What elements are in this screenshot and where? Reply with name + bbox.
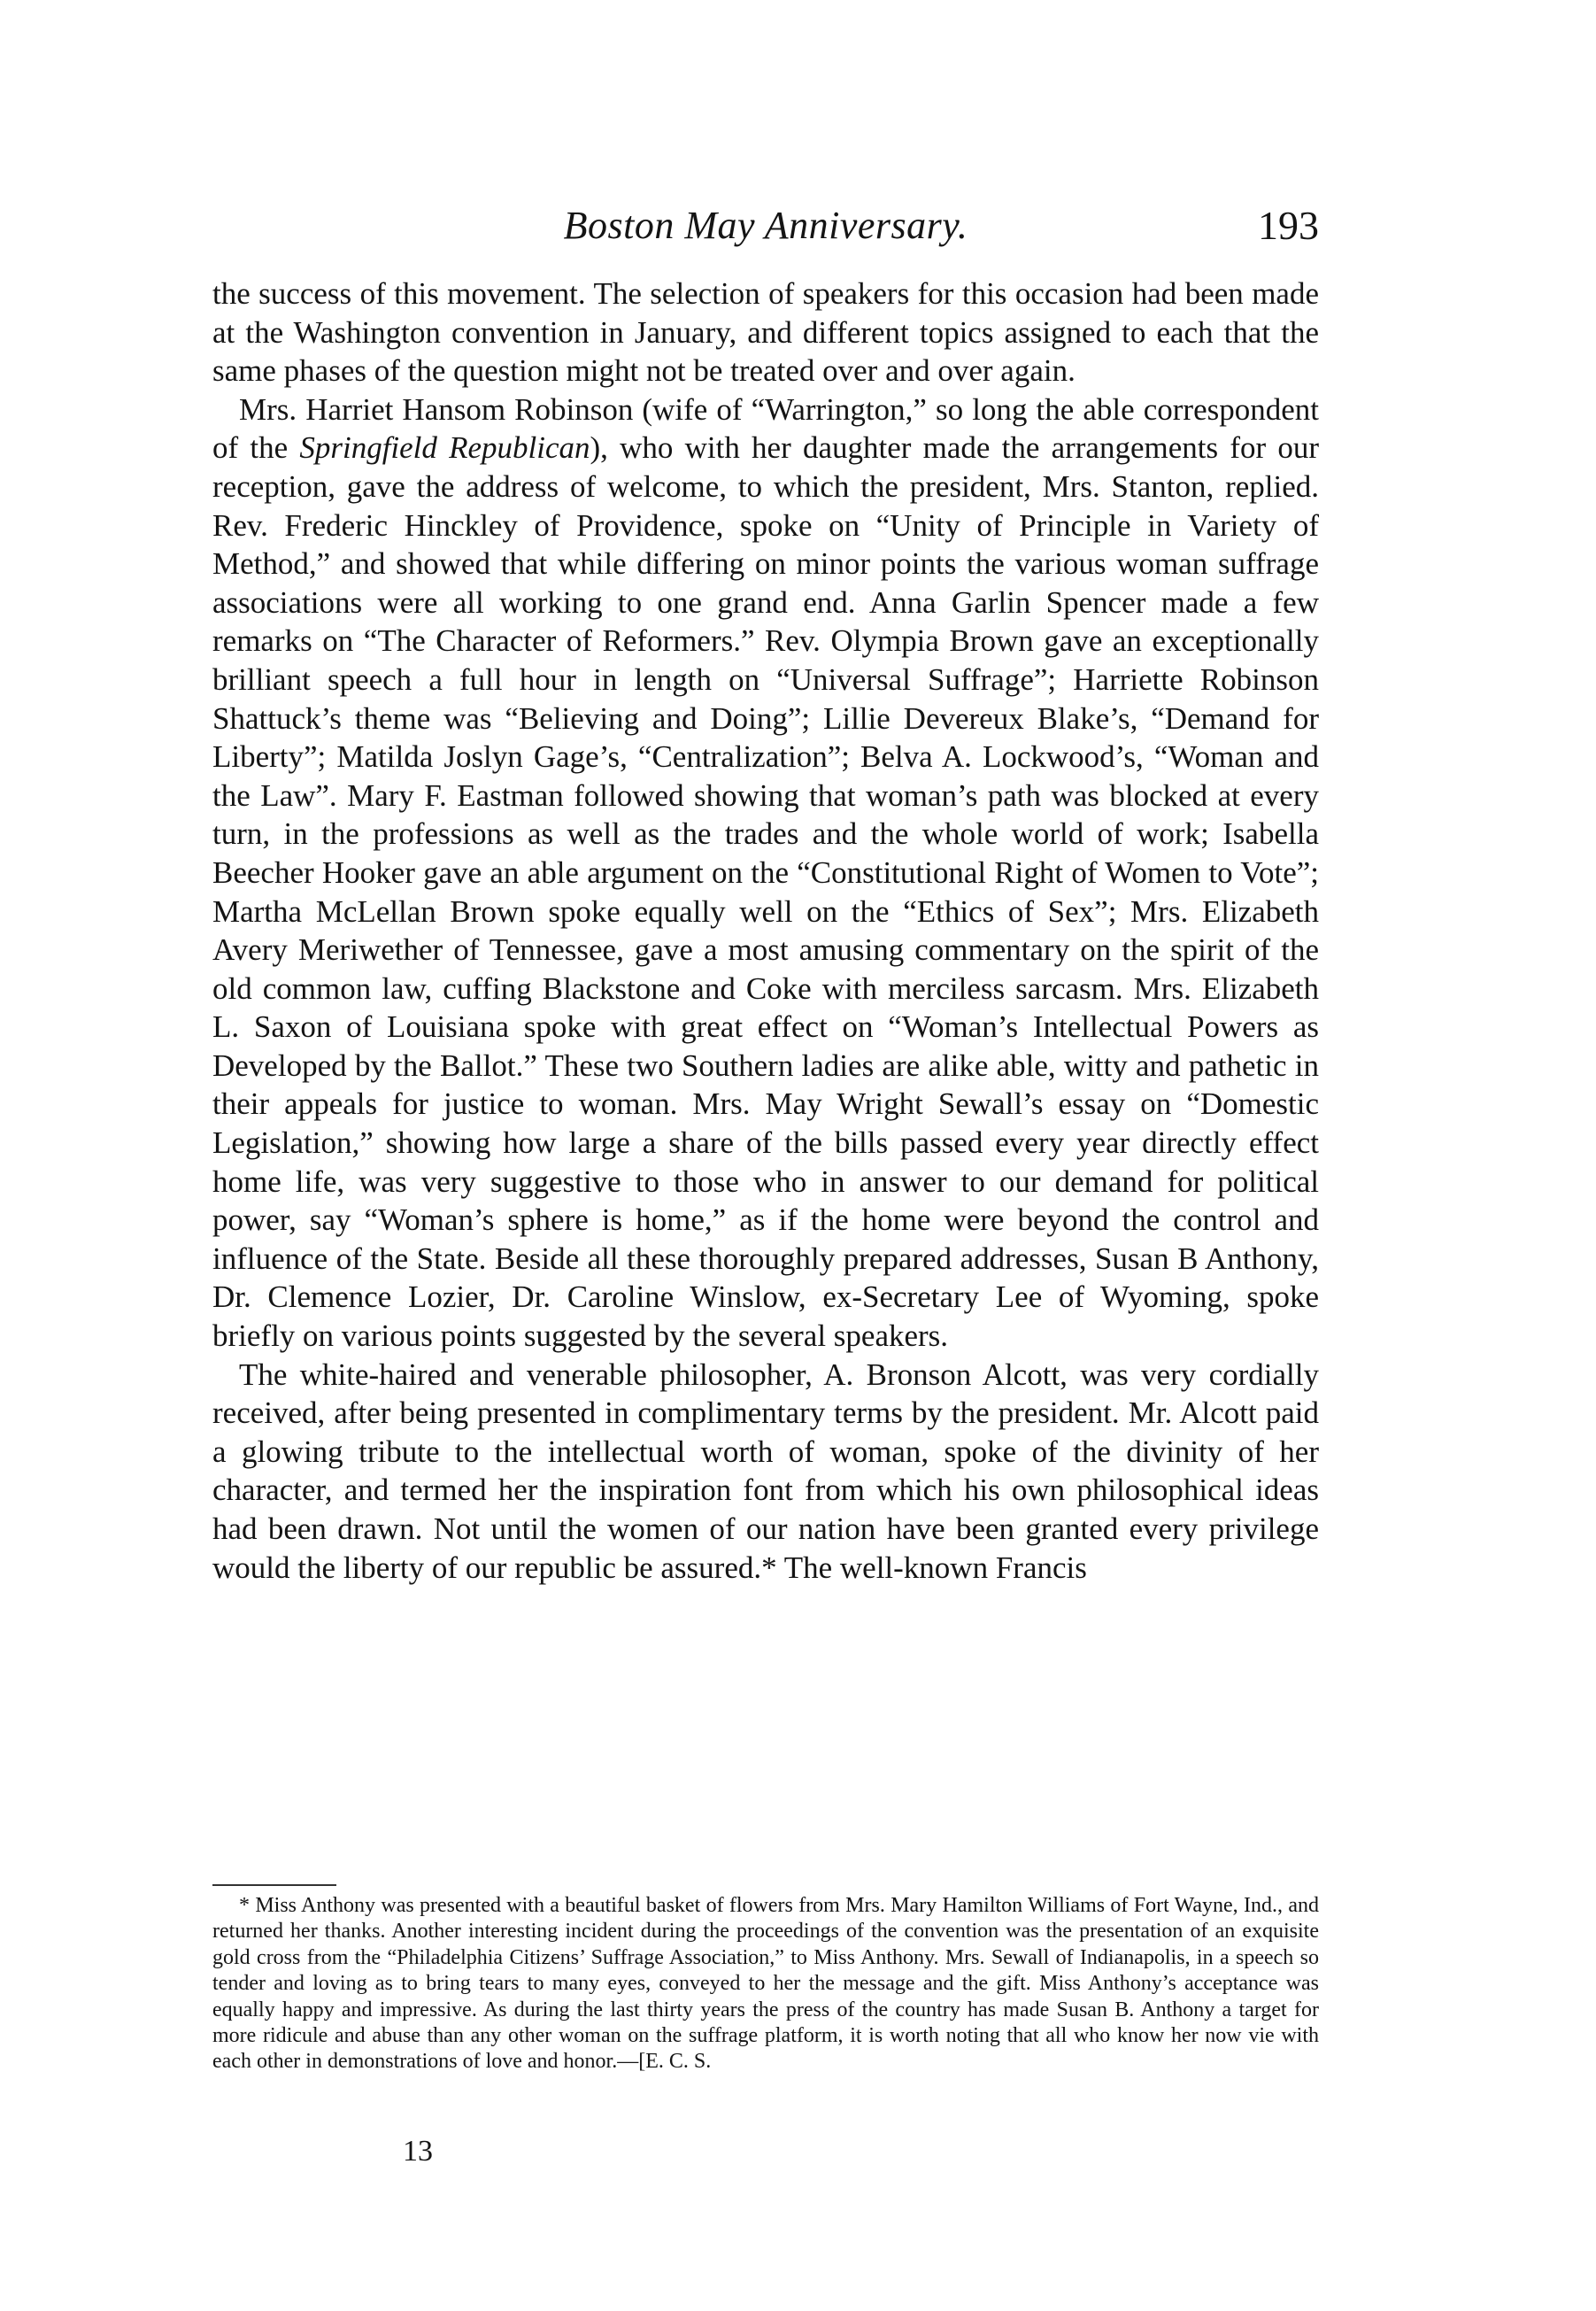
- footnote: * Miss Anthony was presented with a beautiful basket of flowers from Mrs. Mary Hamilton Williams of Fort Wayne, Ind., and returned her thanks. Another interesting incident during the proceedings of the convention was the presentation of an exquisite gold cross from the “Philadelphia Citizens’ Suffrage Association,” to Miss Anthony. Mrs. Sewall of Indianapolis, in a speech so tender and loving as to bring tears to many eyes, conveyed to her the message and the gift. Miss Anthony’s acceptance was equally happy and impressive. As during the last thirty years the press of the country has made Susan B. Anthony a target for more ridicule and abuse than any other woman on the suffrage platform, it is worth noting that all who know her now vie with each other in demonstrations of love and honor.—[E. C. S.: [212, 1894, 1319, 2074]
- paragraph-2-part-2: ), who with her daughter made the arrangements for our reception, gave the address of welcome, to which the president, Mrs. Stanton, replied. Rev. Frederic Hinckley of Providence, spoke on “Unity of Principle in Variety of Method,” and showed that while differing on minor points the various woman suffrage associations were all working to one grand end. Anna Garlin Spencer made a few remarks on “The Character of Reformers.” Rev. Olympia Brown gave an exceptionally brilliant speech a full hour in length on “Universal Suffrage”; Harriette Robinson Shattuck’s theme was “Believing and Doing”; Lillie Devereux Blake’s, “Demand for Liberty”; Matilda Joslyn Gage’s, “Centralization”; Belva A. Lockwood’s, “Woman and the Law”. Mary F. Eastman followed showing that woman’s path was blocked at every turn, in the professions as well as the trades and the whole world of work; Isabella Beecher Hooker gave an able argument on the “Constitutional Right of Women to Vote”; Martha McLellan Brown spoke equally well on the “Ethics of Sex”; Mrs. Elizabeth Avery Meriwether of Tennessee, gave a most amusing commentary on the spirit of the old common law, cuffing Blackstone and Coke with merciless sarcasm. Mrs. Elizabeth L. Saxon of Louisiana spoke with great effect on “Woman’s Intellectual Powers as Developed by the Ballot.” These two Southern ladies are alike able, witty and pathetic in their appeals for justice to woman. Mrs. May Wright Sewall’s essay on “Domestic Legislation,” showing how large a share of the bills passed every year directly effect home life, was very suggestive to those who in answer to our demand for political power, say “Woman’s sphere is home,” as if the home were beyond the control and influence of the State. Beside all these thoroughly prepared addresses, Susan B Anthony, Dr. Clemence Lozier, Dr. Caroline Winslow, ex-Secretary Lee of Wyoming, spoke briefly on various points suggested by the several speakers.: [212, 430, 1319, 1354]
- newspaper-title: Springfield Republican: [299, 430, 590, 466]
- paragraph-2-part-1: Mrs. Harriet Hansom Robinson (wife of “Warrington,” so long the able correspondent of the: [212, 391, 1319, 466]
- signature-mark: 13: [403, 2135, 433, 2168]
- page-header: [212, 195, 1319, 257]
- running-title: Boston May Anniversary.: [563, 204, 968, 247]
- paragraph-1: the success of this movement. The selection of speakers for this occasion had been made at the Washington convention in January, and different topics assigned to each that the same phases of the question might not be treated over and over again.: [212, 276, 1319, 389]
- footnote-divider: [212, 1884, 336, 1886]
- paragraph-3: The white-haired and venerable philosopher, A. Bronson Alcott, was very cordially received, after being presented in complimentary terms by the president. Mr. Alcott paid a glowing tribute to the intellectual worth of woman, spoke of the divinity of her character, and termed her the inspiration font from which his own philosophical ideas had been drawn. Not until the women of our nation have been granted every privilege would the liberty of our republic be assured.* The well-known Francis: [212, 1356, 1319, 1585]
- paragraph-2: [212, 390, 1319, 1356]
- page-number: 193: [1258, 203, 1319, 248]
- body-text: [212, 274, 1319, 1587]
